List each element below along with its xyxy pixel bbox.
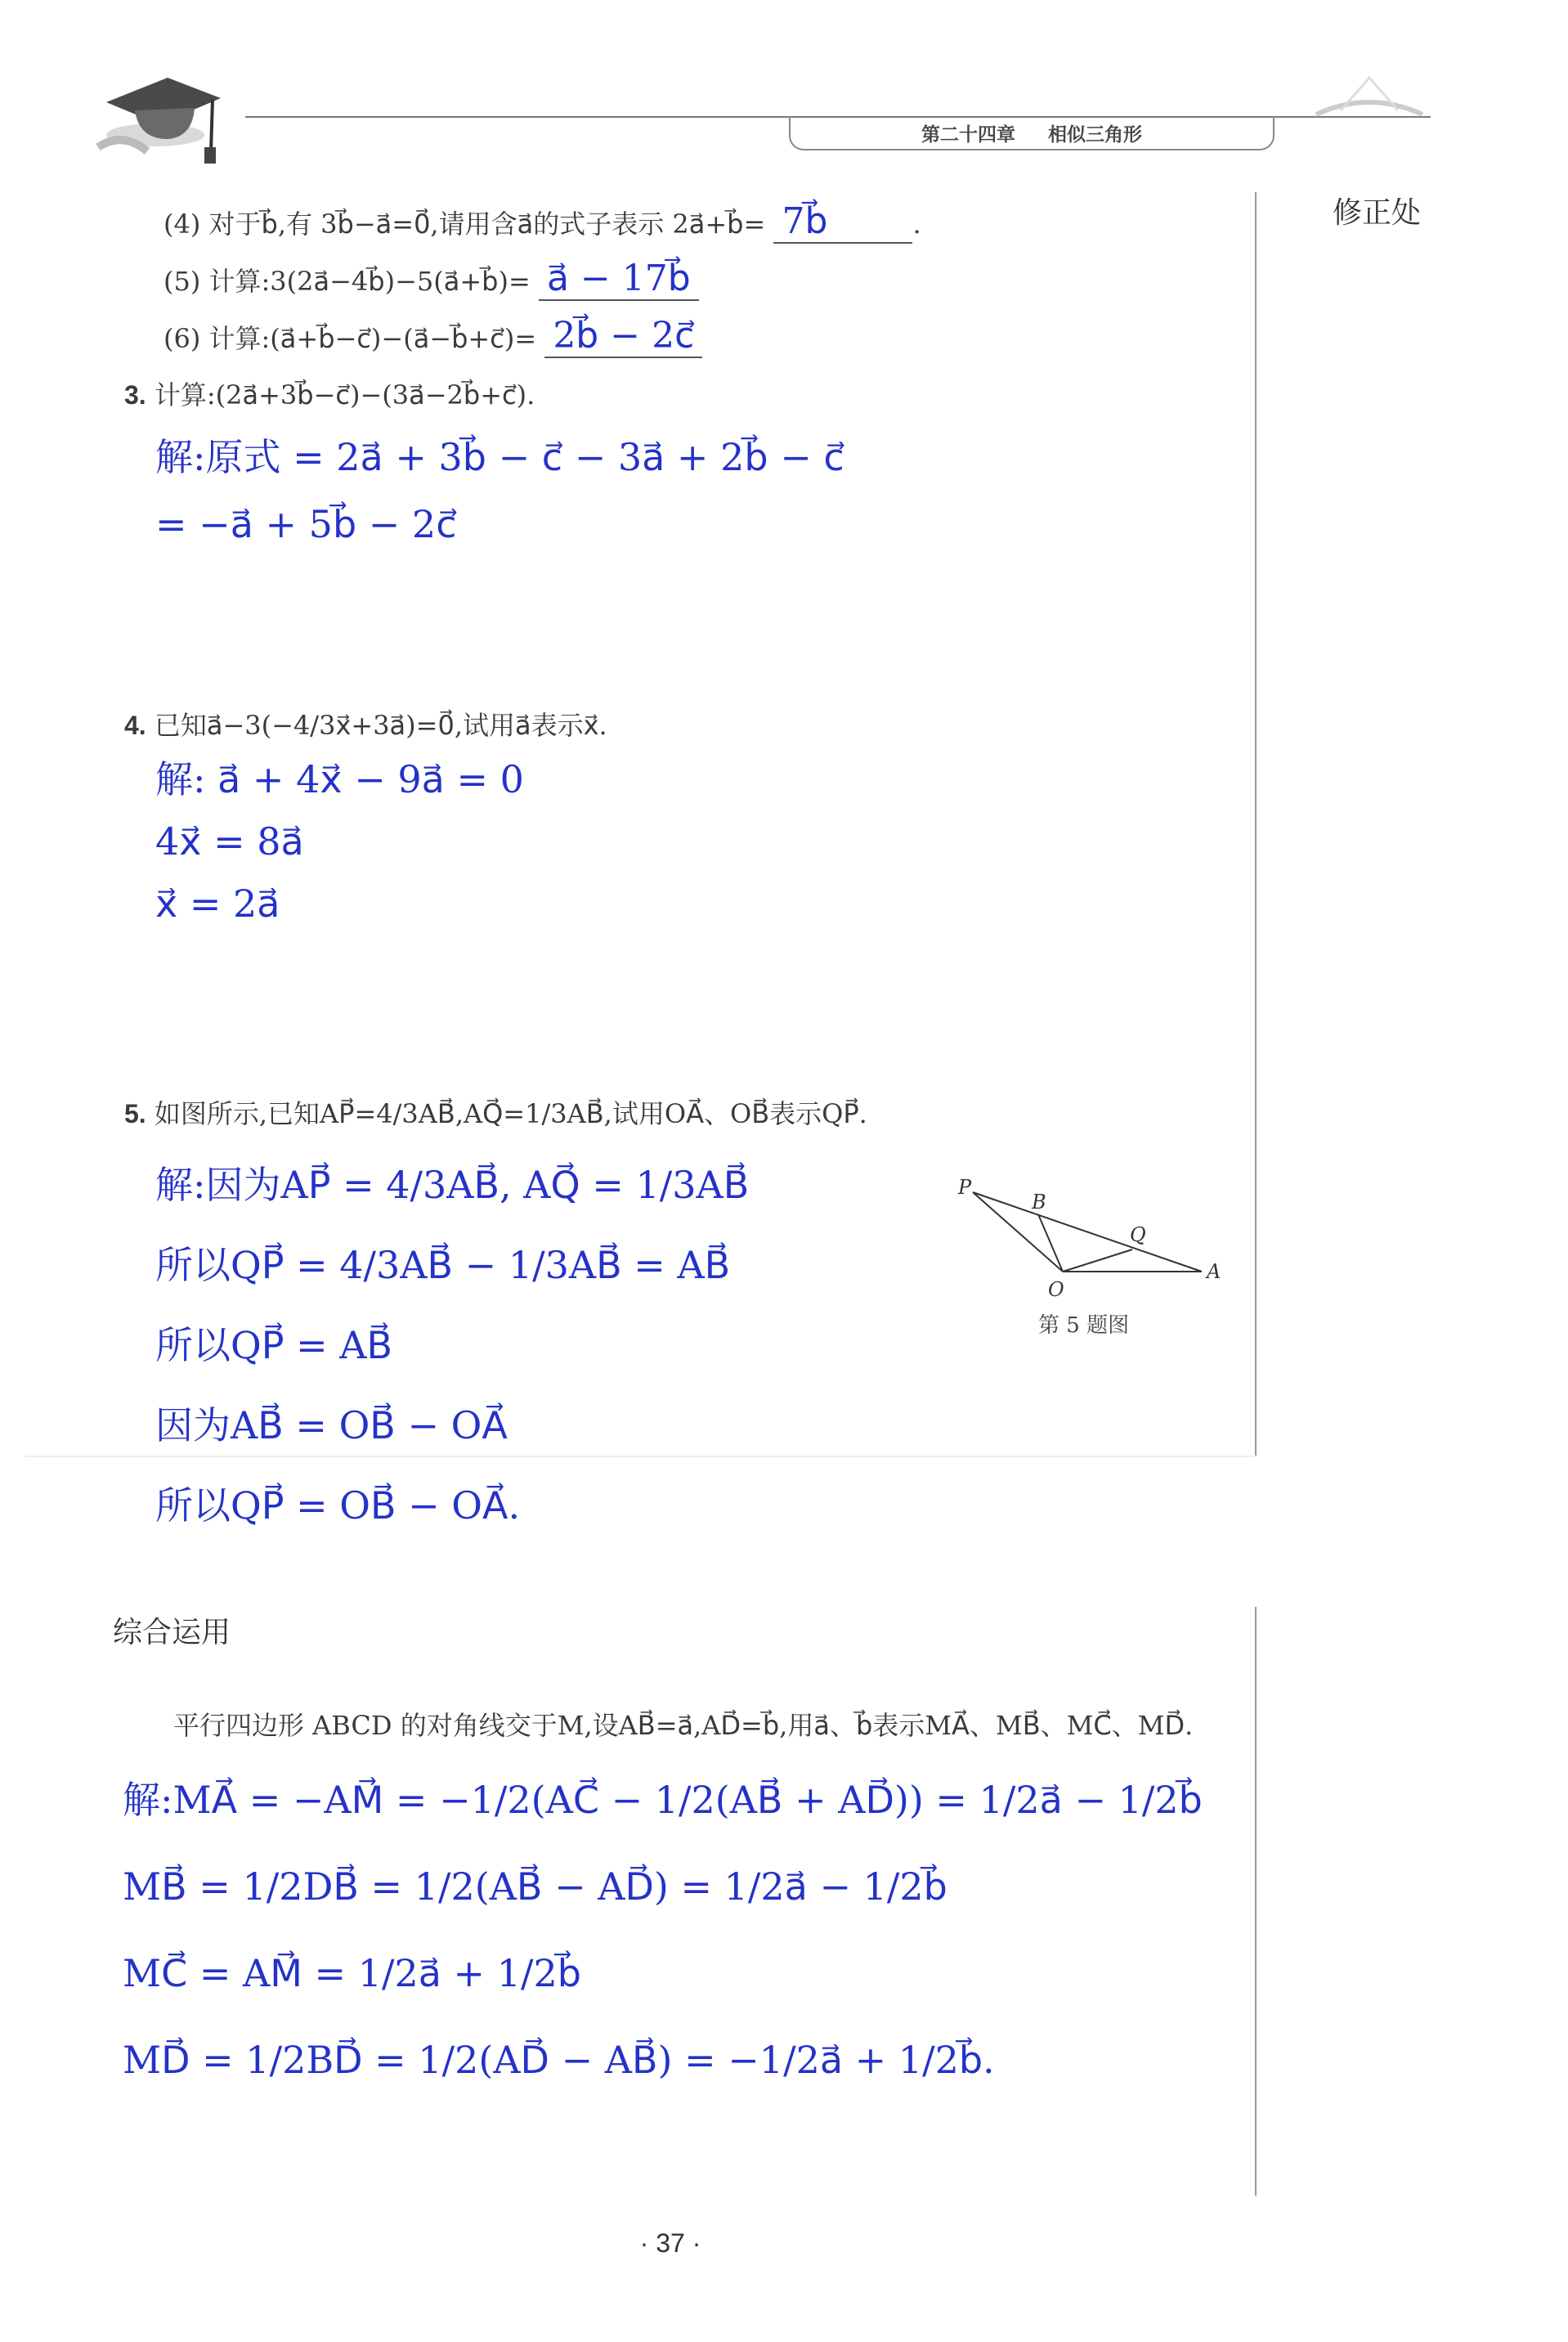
question-number: 3. [124, 380, 146, 410]
solution-line: 解:原式 = 2a⃗ + 3b⃗ − c⃗ − 3a⃗ + 2b⃗ − c⃗ [155, 435, 844, 479]
solution-line: MB⃗ = 1/2DB⃗ = 1/2(AB⃗ − AD⃗) = 1/2a⃗ − 1/2b⃗ [123, 1864, 948, 1909]
solution-6 [123, 1756, 1203, 2103]
solution-line: x⃗ = 2a⃗ [155, 882, 280, 926]
solution-3 [155, 424, 844, 558]
margin-rule-bottom [1255, 1607, 1257, 2196]
label-P: P [958, 1176, 972, 1199]
line-PO [973, 1192, 1063, 1272]
question-2-5 [164, 258, 699, 301]
label-B: B [1032, 1191, 1046, 1214]
solution-line: 所以QP⃗ = 4/3AB⃗ − 1/3AB⃗ = AB⃗ [155, 1243, 731, 1287]
solution-5 [155, 1145, 749, 1546]
solution-line: = −a⃗ + 5b⃗ − 2c⃗ [155, 502, 457, 546]
page-number-value: 37 [656, 2228, 685, 2258]
solution-4 [155, 748, 524, 935]
question-text: 平行四边形 ABCD 的对角线交于M,设AB⃗=a⃗,AD⃗=b⃗,用a⃗、b⃗表示MA⃗、MB⃗、MC⃗、MD⃗. [173, 1710, 1194, 1741]
question-text: 如图所示,已知AP⃗=4/3AB⃗,AQ⃗=1/3AB⃗,试用OA⃗、OB⃗表示QP⃗. [154, 1098, 867, 1129]
solution-line: MD⃗ = 1/2BD⃗ = 1/2(AD⃗ − AB⃗) = −1/2a⃗ + 1/2b⃗. [123, 2038, 995, 2082]
solution-line: 所以QP⃗ = AB⃗ [155, 1323, 393, 1367]
chapter-label: 第二十四章 [921, 123, 1015, 146]
question-text: 计算:(2a⃗+3b⃗−c⃗)−(3a⃗−2b⃗+c⃗). [154, 379, 535, 411]
answer-blank [539, 258, 699, 301]
handwritten-answer: 2b⃗ − 2c⃗ [553, 315, 695, 357]
question-2-6 [164, 315, 702, 358]
correction-label: 修正处 [1333, 196, 1422, 230]
question-5 [124, 1093, 867, 1131]
page-number: · 37 · [639, 2228, 701, 2258]
figure-caption: 第 5 题图 [1038, 1313, 1130, 1338]
solution-line: 解:因为AP⃗ = 4/3AB⃗, AQ⃗ = 1/3AB⃗ [155, 1163, 750, 1207]
header-tab [789, 116, 1275, 150]
handwritten-answer: 7b⃗ [782, 200, 828, 242]
solution-line: 所以QP⃗ = OB⃗ − OA⃗. [155, 1483, 521, 1528]
question-number: 5. [124, 1099, 146, 1128]
solution-line: 因为AB⃗ = OB⃗ − OA⃗ [155, 1403, 508, 1447]
chapter-title: 相似三角形 [1048, 123, 1142, 146]
label-A: A [1207, 1260, 1221, 1283]
question-text: (4) 对于b⃗,有 3b⃗−a⃗=0⃗,请用含a⃗的式子表示 2a⃗+b⃗= [164, 209, 766, 240]
line-PA [973, 1192, 1202, 1272]
question-6 [173, 1705, 1193, 1743]
question-3 [124, 375, 535, 412]
solution-line: 解:MA⃗ = −AM⃗ = −1/2(AC⃗ − 1/2(AB⃗ + AD⃗)) = 1/2a⃗ − 1/2b⃗ [123, 1778, 1203, 1822]
margin-rule-top [1255, 192, 1257, 1456]
line-OQ [1063, 1250, 1132, 1272]
solution-line: 4x⃗ = 8a⃗ [155, 819, 304, 864]
section-title: 综合运用 [113, 1616, 231, 1649]
figure-5 [948, 1169, 1226, 1357]
graduation-cap-icon [90, 57, 229, 164]
question-text: (6) 计算:(a⃗+b⃗−c⃗)−(a⃗−b⃗+c⃗)= [164, 323, 537, 354]
label-Q: Q [1130, 1223, 1146, 1246]
answer-blank [773, 200, 912, 244]
handwritten-answer: a⃗ − 17b⃗ [546, 258, 691, 299]
question-text: (5) 计算:3(2a⃗−4b⃗)−5(a⃗+b⃗)= [164, 266, 531, 297]
question-2-4: (4) 对于b⃗,有 3b⃗−a⃗=0⃗,请用含a⃗的式子表示 2a⃗+b⃗= 7b⃗ . [164, 200, 921, 242]
solution-line: MC⃗ = AM⃗ = 1/2a⃗ + 1/2b⃗ [123, 1951, 581, 1995]
answer-blank [544, 315, 702, 358]
question-text: 已知a⃗−3(−4/3x⃗+3a⃗)=0⃗,试用a⃗表示x⃗. [154, 710, 607, 741]
label-O: O [1048, 1278, 1064, 1301]
question-4 [124, 705, 607, 743]
solution-line: 解: a⃗ + 4x⃗ − 9a⃗ = 0 [155, 757, 524, 801]
book-decoration-icon [1308, 74, 1431, 119]
question-number: 4. [124, 711, 146, 740]
